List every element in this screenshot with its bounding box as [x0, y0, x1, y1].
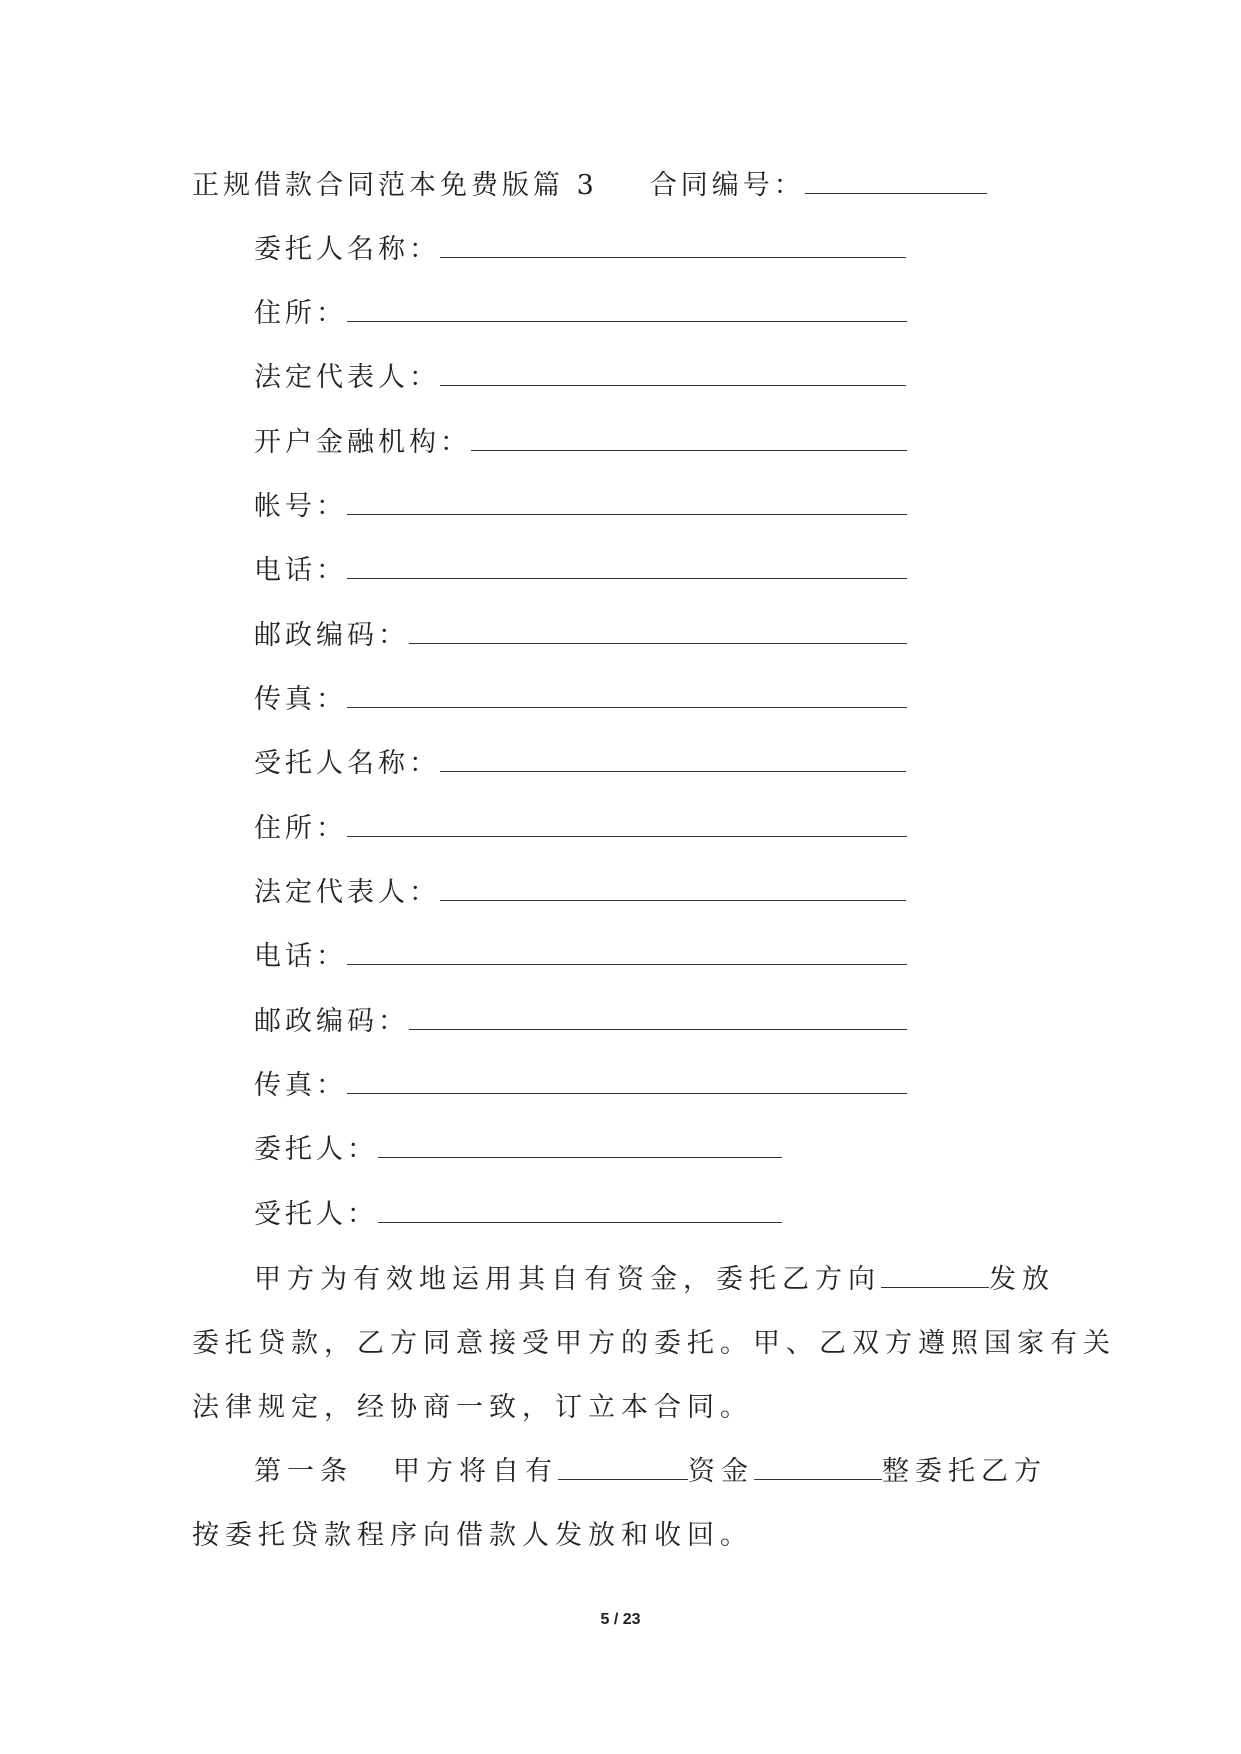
page-indicator: 5 / 23: [600, 1611, 641, 1628]
entrustor-legal-rep-row: [254, 361, 906, 395]
entrustor-legal-rep-label: 法定代表人：: [254, 362, 440, 393]
entrustor-bank-label: 开户金融机构：: [254, 427, 471, 458]
trustee-name-row: [254, 747, 906, 781]
trustee-legal-rep-blank[interactable]: [440, 878, 906, 901]
entrustor-bank-row: [254, 426, 907, 460]
amount-blank[interactable]: [754, 1457, 882, 1480]
entrustor-phone-row: [254, 554, 907, 588]
contract-number-blank[interactable]: [805, 171, 987, 194]
borrower-blank[interactable]: [881, 1265, 989, 1288]
entrustor-address-blank[interactable]: [347, 299, 907, 322]
entrustor-name-blank[interactable]: [440, 235, 906, 258]
entrustor-postcode-row: [254, 619, 907, 653]
entrustor-legal-rep-blank[interactable]: [440, 363, 906, 386]
entrustor-phone-label: 电话：: [254, 555, 347, 586]
document-title: 正规借款合同范本免费版篇 3: [192, 170, 598, 201]
trustee-postcode-blank[interactable]: [409, 1007, 907, 1030]
entrustor-signature-row: [254, 1133, 782, 1167]
trustee-postcode-label: 邮政编码：: [254, 1006, 409, 1037]
article-1-line-1: [192, 1440, 1052, 1504]
preamble-text-1a: 甲方为有效地运用其自有资金，委托乙方向: [254, 1264, 881, 1295]
trustee-signature-row: [254, 1198, 782, 1232]
article-1-line-2: 按委托贷款程序向借款人发放和收回。: [192, 1520, 753, 1551]
entrustor-postcode-blank[interactable]: [409, 621, 907, 644]
trustee-name-blank[interactable]: [440, 749, 906, 772]
article-1-text-c: 整委托乙方: [882, 1456, 1047, 1487]
article-1-paragraph: [192, 1440, 1052, 1568]
entrustor-name-row: [254, 233, 906, 267]
trustee-fax-label: 传真：: [254, 1070, 347, 1101]
currency-blank[interactable]: [558, 1457, 688, 1480]
trustee-phone-blank[interactable]: [347, 942, 907, 965]
article-1-number: 第一条: [254, 1456, 353, 1487]
entrustor-account-label: 帐号：: [254, 491, 347, 522]
trustee-postcode-row: [254, 1005, 907, 1039]
title-line: [192, 169, 987, 203]
preamble-text-1b: 发放: [989, 1264, 1055, 1295]
trustee-signature-label: 受托人：: [254, 1199, 378, 1230]
trustee-address-label: 住所：: [254, 813, 347, 844]
preamble-paragraph: [192, 1248, 1116, 1440]
entrustor-account-row: [254, 490, 907, 524]
trustee-fax-blank[interactable]: [347, 1071, 907, 1094]
entrustor-fax-row: [254, 683, 907, 717]
trustee-legal-rep-label: 法定代表人：: [254, 877, 440, 908]
article-1-text-b: 资金: [688, 1456, 754, 1487]
entrustor-address-row: [254, 297, 907, 331]
preamble-line-1: [192, 1248, 1055, 1312]
entrustor-address-label: 住所：: [254, 298, 347, 329]
entrustor-account-blank[interactable]: [347, 492, 907, 515]
trustee-name-label: 受托人名称：: [254, 748, 440, 779]
trustee-address-blank[interactable]: [347, 814, 907, 837]
entrustor-bank-blank[interactable]: [471, 428, 907, 451]
entrustor-fax-label: 传真：: [254, 684, 347, 715]
trustee-fax-row: [254, 1069, 907, 1103]
entrustor-postcode-label: 邮政编码：: [254, 620, 409, 651]
contract-number-label: 合同编号：: [649, 170, 805, 201]
trustee-phone-label: 电话：: [254, 941, 347, 972]
preamble-line-2: 委托贷款，乙方同意接受甲方的委托。甲、乙双方遵照国家有关: [192, 1328, 1116, 1359]
trustee-signature-blank[interactable]: [378, 1200, 782, 1223]
trustee-phone-row: [254, 940, 907, 974]
entrustor-fax-blank[interactable]: [347, 685, 907, 708]
entrustor-name-label: 委托人名称：: [254, 234, 440, 265]
entrustor-signature-blank[interactable]: [378, 1135, 782, 1158]
trustee-address-row: [254, 812, 907, 846]
preamble-line-3: 法律规定，经协商一致，订立本合同。: [192, 1392, 753, 1423]
entrustor-phone-blank[interactable]: [347, 556, 907, 579]
trustee-legal-rep-row: [254, 876, 906, 910]
entrustor-signature-label: 委托人：: [254, 1134, 378, 1165]
article-1-text-a: 甲方将自有: [393, 1456, 558, 1487]
